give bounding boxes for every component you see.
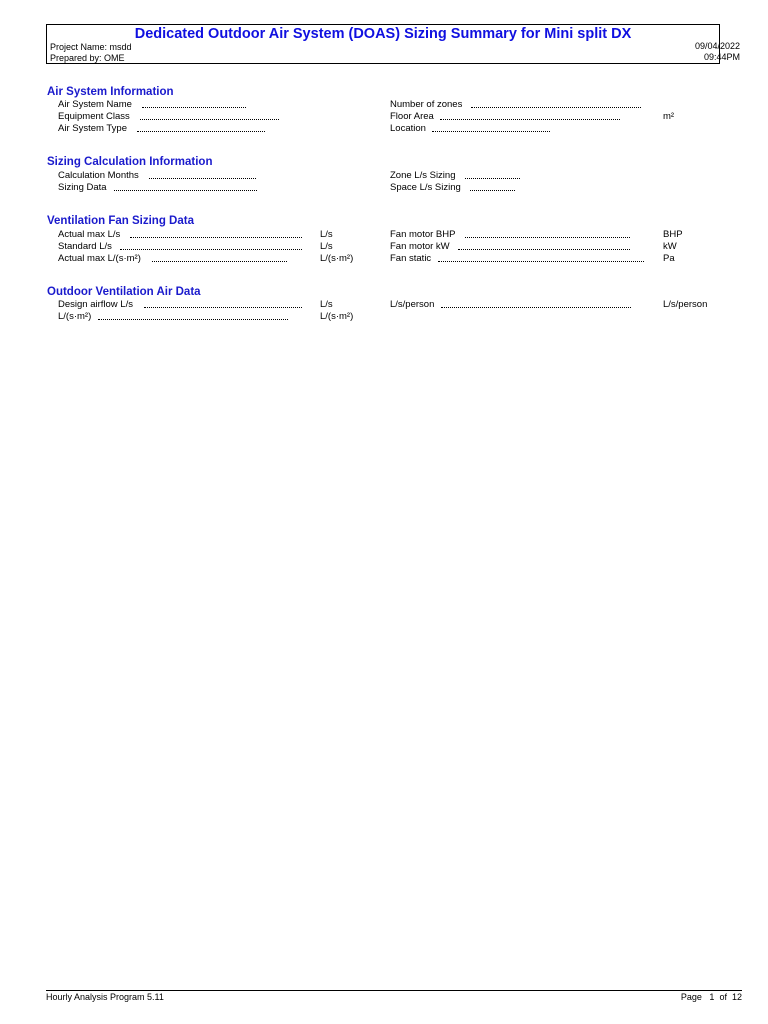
field-label: Equipment Class	[58, 111, 130, 122]
project-name: Project Name: msdd	[50, 42, 132, 52]
field-label: Sizing Data	[58, 182, 107, 193]
section-title-air-system: Air System Information	[47, 86, 174, 98]
prepared-by: Prepared by: OME	[50, 53, 125, 63]
page-total: 12	[731, 992, 742, 1002]
field-label: Zone L/s Sizing	[390, 170, 456, 181]
section-title-outdoor-air: Outdoor Ventilation Air Data	[47, 286, 201, 298]
page-indicator	[681, 992, 742, 1002]
page-number: 1	[709, 992, 715, 1002]
field-unit: L/s	[320, 299, 333, 310]
report-title: Dedicated Outdoor Air System (DOAS) Sizing Summary for Mini split DX	[134, 26, 632, 42]
footer-program: Hourly Analysis Program 5.11	[46, 992, 164, 1002]
field-label: Actual max L/s	[58, 229, 121, 240]
field-label: Floor Area	[390, 111, 434, 122]
field-unit: L/s	[320, 229, 333, 240]
section-title-sizing-calc: Sizing Calculation Information	[47, 156, 213, 168]
of-label: of	[719, 992, 727, 1002]
page-label: Page	[680, 992, 702, 1002]
field-unit: L/(s·m²)	[320, 253, 354, 264]
field-label: Space L/s Sizing	[390, 182, 461, 193]
field-unit: m²	[663, 111, 675, 122]
report-date: 09/04/2022	[694, 41, 740, 51]
field-label: Air System Type	[58, 123, 127, 134]
section-title-vent-fan: Ventilation Fan Sizing Data	[47, 215, 194, 227]
field-unit: BHP	[663, 229, 683, 240]
report-header	[46, 24, 720, 64]
field-label: L/s/person	[390, 299, 435, 310]
field-label: Number of zones	[390, 99, 463, 110]
report-time: 09:44PM	[703, 52, 740, 62]
field-unit: L/s	[320, 241, 333, 252]
field-unit: L/(s·m²)	[320, 311, 354, 322]
field-label: Calculation Months	[58, 170, 139, 181]
field-label: Design airflow L/s	[58, 299, 133, 310]
field-label: L/(s·m²)	[58, 311, 92, 322]
field-label: Fan motor kW	[390, 241, 450, 252]
field-label: Fan static	[390, 253, 432, 264]
field-unit: Pa	[663, 253, 675, 264]
field-unit: kW	[663, 241, 677, 252]
field-label: Location	[390, 123, 426, 134]
field-label: Standard L/s	[58, 241, 112, 252]
field-unit: L/s/person	[663, 299, 708, 310]
field-label: Actual max L/(s·m²)	[58, 253, 141, 264]
field-label: Fan motor BHP	[390, 229, 456, 240]
footer-divider	[46, 990, 742, 991]
field-label: Air System Name	[58, 99, 132, 110]
